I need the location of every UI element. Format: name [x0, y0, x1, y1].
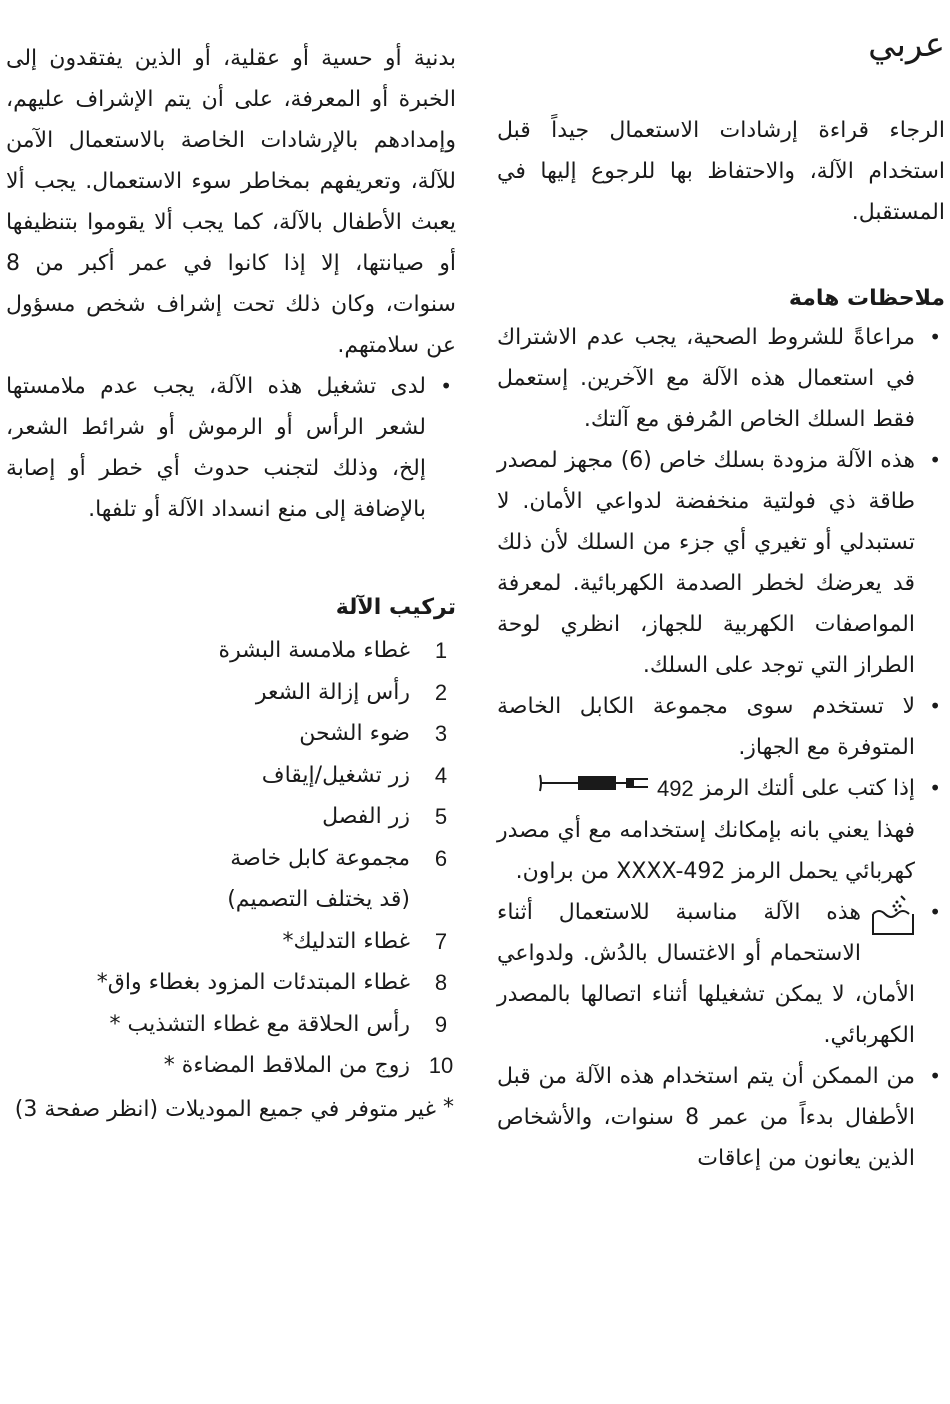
bullet-icon: •: [929, 694, 941, 718]
part-item: 4 زر تشغيل/إيقاف: [261, 762, 448, 788]
bullet-icon: •: [929, 776, 941, 800]
part-item: (قد يختلف التصميم): [227, 887, 410, 912]
notes-heading: ملاحظات هامة: [788, 286, 945, 311]
left-column: [6, 38, 456, 1125]
footnote-star: *: [443, 1094, 454, 1120]
bullet-icon: •: [929, 900, 941, 924]
list-item: • لا تستخدم سوى مجموعة الكابل الخاصة المتوفرة مع الجهاز.: [497, 686, 945, 768]
symbol-text: فهذا يعني بانه بإمكانك إستخدامه مع أي مصدر كهربائي يحمل الرمز XXXX-492 من براون.: [497, 818, 915, 884]
left-notes-list: [6, 366, 456, 530]
list-item: • مراعاةً للشروط الصحية، يجب عدم الاشتراك في استعمال هذه الآلة مع الآخرين. إستعمل فقط السلك الخاص المُرفق مع آلتك.: [497, 317, 945, 440]
part-item: 9 رأس الحلاقة مع غطاء التشذيب *: [109, 1011, 448, 1037]
bullet-icon: •: [440, 374, 452, 398]
notes-list: [497, 317, 945, 1179]
bullet-icon: •: [929, 448, 941, 472]
parts-list: [6, 630, 456, 1087]
cable-symbol: [538, 768, 694, 810]
part-item: 1 غطاء ملامسة البشرة: [218, 638, 448, 663]
list-item: • هذه الآلة مزودة بسلك خاص (6) مجهز لمصدر طاقة ذي فولتية منخفضة لدواعي الأمان. لا تستبدلي أو تغيري أي جزء من السلك لأن ذلك قد يعرضك لخطر الصدمة الكهربائية. لمعرفة المواصفات الكهربية للجهاز، انظري لوحة الطراز التي توجد على السلك.: [497, 440, 945, 686]
part-item: 10 زوج من الملاقط المضاءة *: [163, 1053, 454, 1078]
list-item: • لدى تشغيل هذه الآلة، يجب عدم ملامستها لشعر الرأس أو الرموش أو شرائط الشعر، إلخ، وذلك لتجنب حدوث أي خطر أو إصابة بالإضافة إلى منع انسداد الآلة أو تلفها.: [6, 366, 456, 530]
footnote-text: غير متوفر في جميع الموديلات (انظر صفحة 3): [14, 1096, 436, 1122]
language-title: عربي: [868, 25, 945, 65]
intro-paragraph: الرجاء قراءة إرشادات الاستعمال جيداً قبل استخدام الآلة، والاحتفاظ بها للرجوع إليها في المستقبل.: [497, 118, 945, 225]
part-item: 6 مجموعة كابل خاصة: [230, 845, 448, 871]
part-item: 3 ضوء الشحن: [299, 721, 448, 746]
cable-plug-symbol-icon: [538, 770, 650, 796]
part-item: 8 غطاء المبتدئات المزود بغطاء واق*: [96, 970, 448, 995]
shower-bath-icon: [871, 892, 915, 936]
bullet-icon: •: [929, 325, 941, 349]
part-item: 7 غطاء التدليك*: [282, 928, 448, 954]
bullet-icon: •: [929, 1064, 941, 1088]
list-item: • هذه الآلة مناسبة للاستعمال أثناء الاستحمام أو الاغتسال بالدُش. ولدواعي الأمان، لا يمكن تشغيلها أثناء اتصالها بالمصدر الكهربائي.: [497, 892, 945, 1056]
part-item: 5 زر الفصل: [322, 804, 448, 829]
parts-footnote: [6, 1095, 456, 1125]
right-column: [497, 18, 945, 1179]
symbol-code: 492: [656, 776, 694, 801]
continuation-paragraph: بدنية أو حسية أو عقلية، أو الذين يفتقدون إلى الخبرة أو المعرفة، على أن يتم الإشراف عليهم، وإمدادهم بالإرشادات الخاصة بالاستعمال الآمن للآلة، وتعريفهم بمخاطر سوء الاستعمال. يجب ألا يعبث الأطفال بالآلة، كما يجب ألا يقوموا بتنظيفها أو صيانتها، إلا إذا كانوا في عمر أكبر من 8 سنوات، وكان ذلك تحت إشراف شخص مسؤول عن سلامتهم.: [6, 46, 456, 358]
list-item: • من الممكن أن يتم استخدام هذه الآلة من قبل الأطفال بدءاً من عمر 8 سنوات، والأشخاص الذين يعانون من إعاقات: [497, 1056, 945, 1179]
part-item: 2 رأس إزالة الشعر: [255, 679, 448, 705]
parts-heading: تركيب الآلة: [335, 595, 456, 620]
list-item: • إذا كتب على ألتك الرمز 492 فهذا يعني بانه بإمكانك إستخدامه مع أي مصدر كهربائي يحمل الرمز XXXX-492 من براون.: [497, 768, 945, 892]
